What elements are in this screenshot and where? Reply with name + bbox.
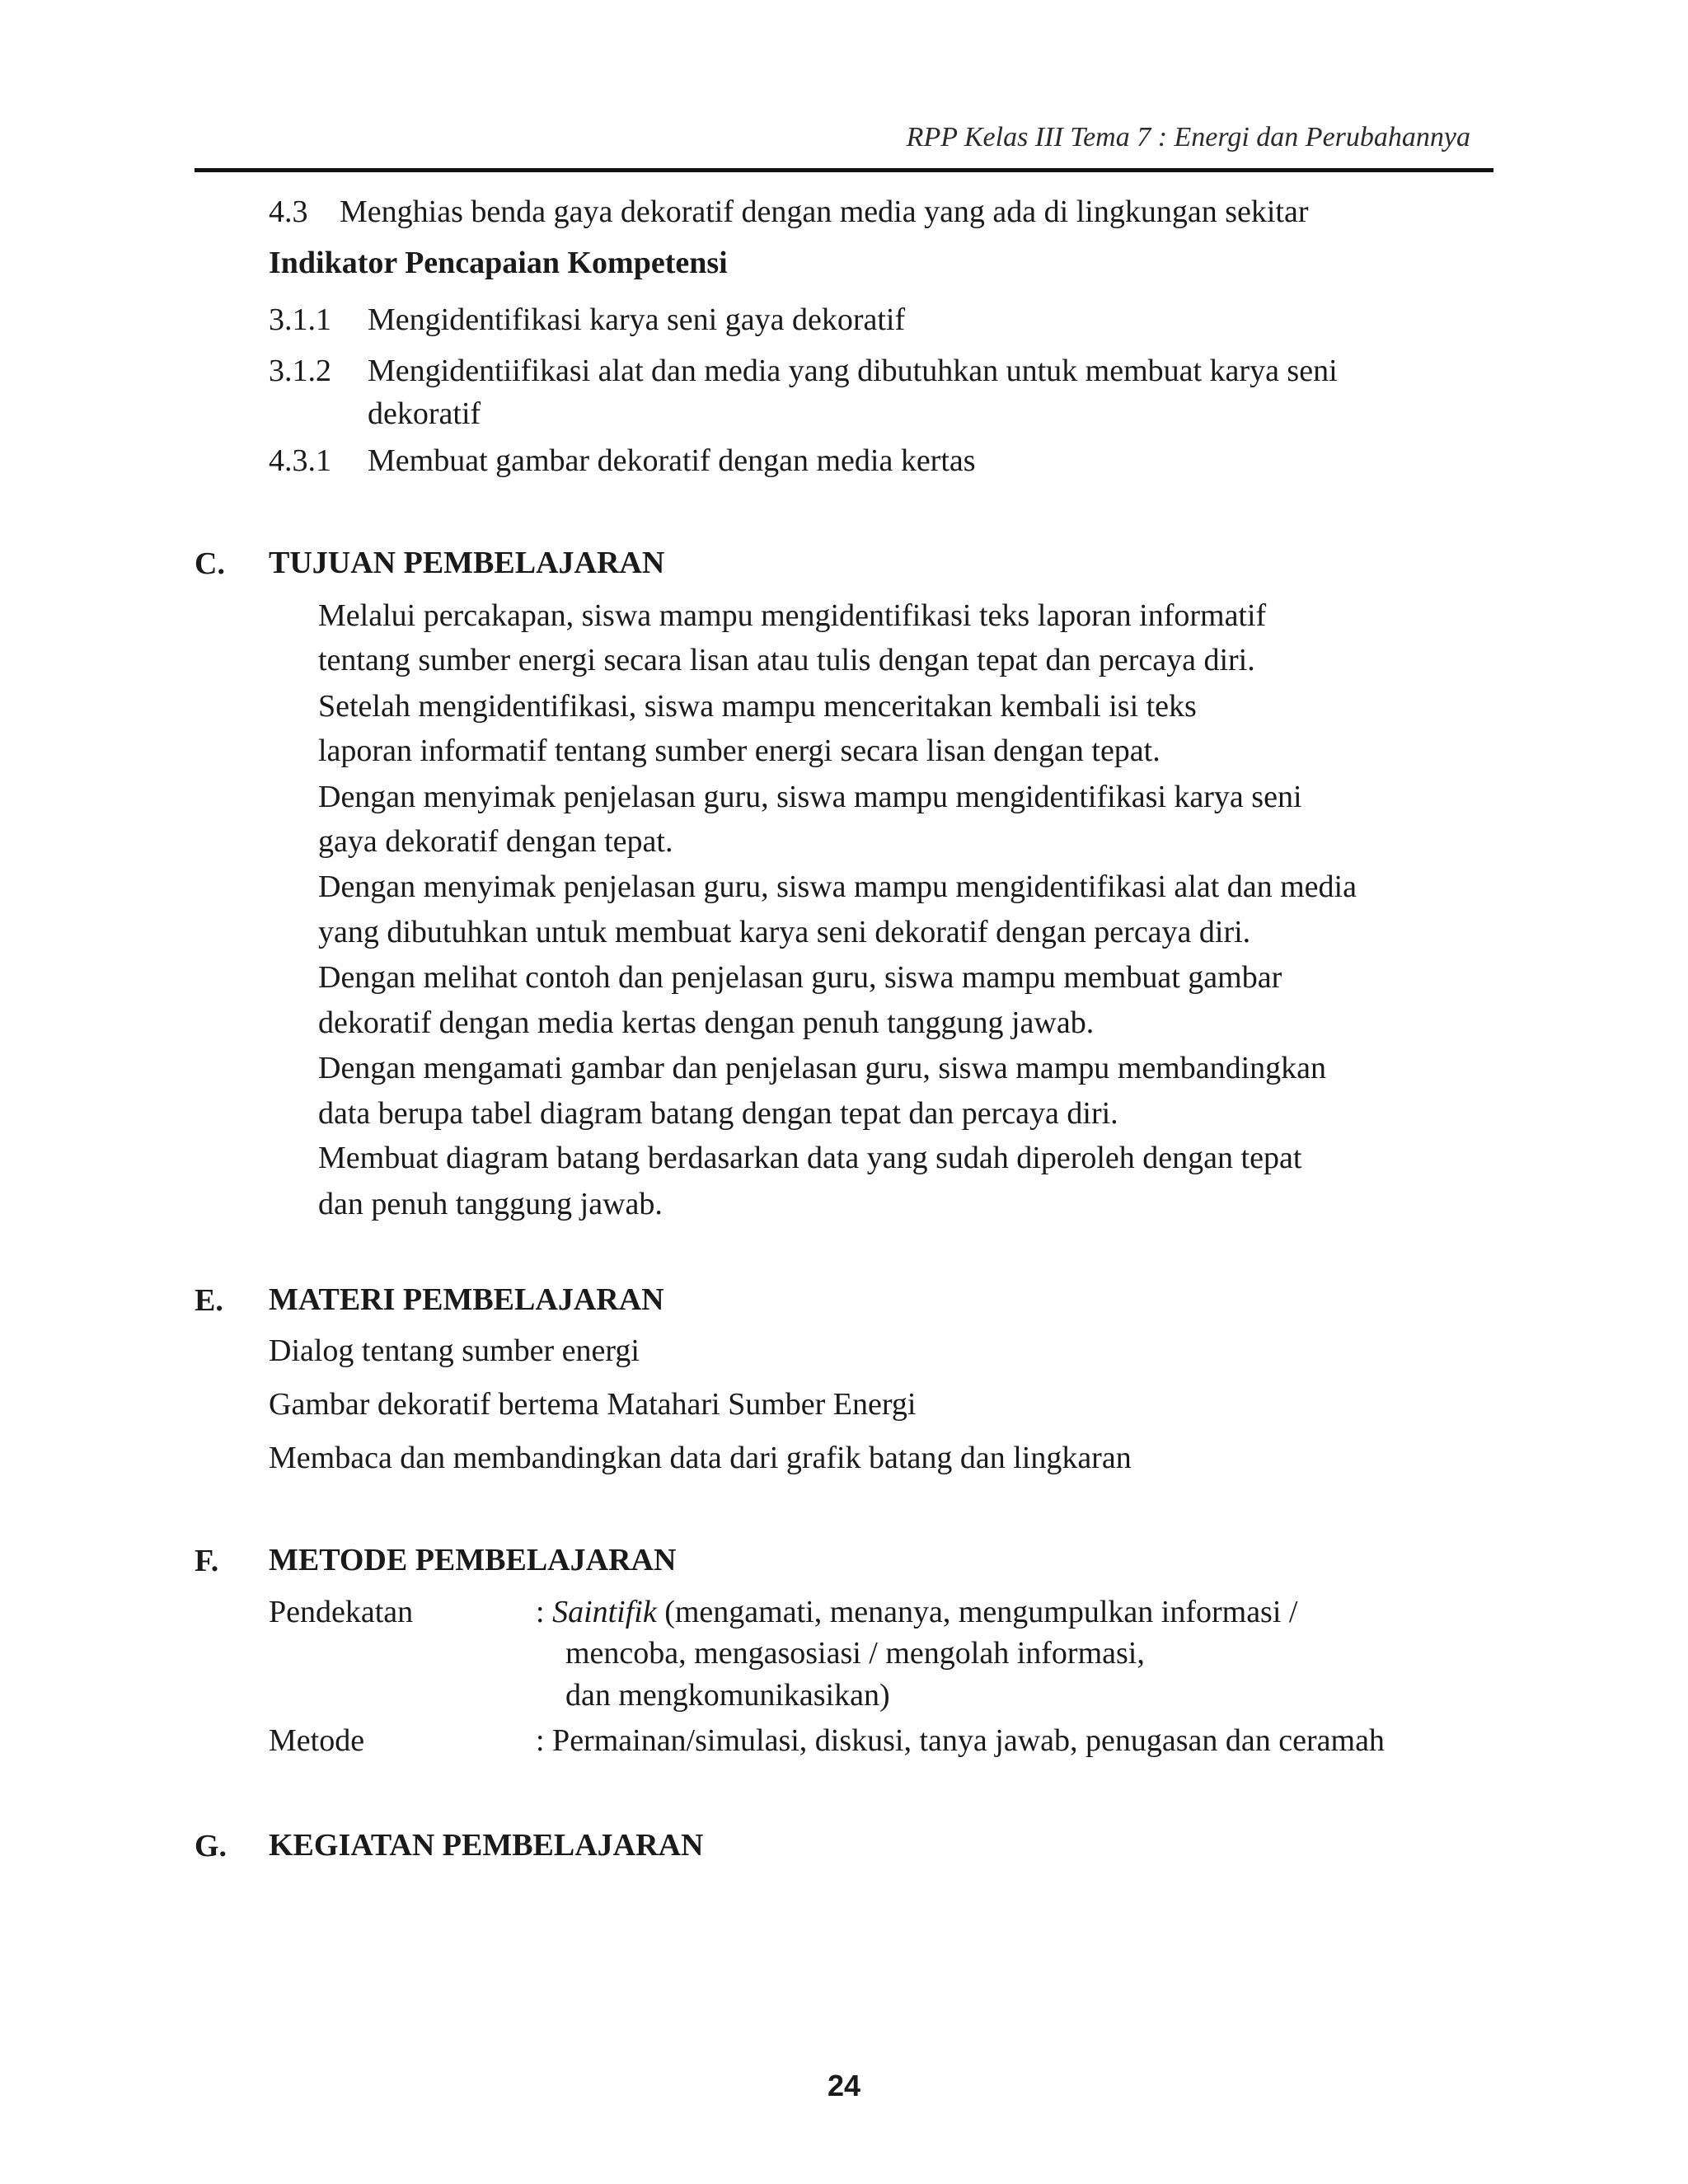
tujuan-line: Membuat diagram batang berdasarkan data yang sudah diperoleh dengan tepat — [318, 1141, 1302, 1175]
tujuan-line: dekoratif dengan media kertas dengan penuh tanggung jawab. — [318, 1005, 1095, 1040]
section-heading-materi: MATERI PEMBELAJARAN — [269, 1282, 664, 1317]
pendekatan-rest: (mengamati, menanya, mengumpulkan informasi / — [656, 1595, 1298, 1629]
metode-value: : Permainan/simulasi, diskusi, tanya jawab, penugasan dan ceramah — [536, 1723, 1385, 1758]
materi-item: Gambar dekoratif bertema Matahari Sumber Energi — [269, 1387, 917, 1422]
indikator-text-continued: dekoratif — [368, 396, 481, 431]
pendekatan-label: Pendekatan — [269, 1595, 414, 1629]
tujuan-line: Dengan melihat contoh dan penjelasan guru, siswa mampu membuat gambar — [318, 960, 1282, 995]
indikator-text: Mengidentifikasi karya seni gaya dekoratif — [368, 302, 906, 337]
tujuan-line: gaya dekoratif dengan tepat. — [318, 824, 673, 859]
metode-label: Metode — [269, 1723, 365, 1758]
page-number: 24 — [827, 2069, 861, 2102]
tujuan-line: laporan informatif tentang sumber energi secara lisan dengan tepat. — [318, 733, 1160, 768]
section-heading-metode: METODE PEMBELAJARAN — [269, 1543, 677, 1577]
indikator-number: 3.1.2 — [269, 354, 331, 388]
pendekatan-italic: Saintifik — [552, 1595, 657, 1629]
tujuan-line: yang dibutuhkan untuk membuat karya seni dekoratif dengan percaya diri. — [318, 915, 1251, 949]
tujuan-line: Melalui percakapan, siswa mampu mengidentifikasi teks laporan informatif — [318, 598, 1267, 633]
materi-item: Membaca dan membandingkan data dari grafik batang dan lingkaran — [269, 1441, 1132, 1475]
indikator-number: 4.3.1 — [269, 443, 331, 478]
section-letter: E. — [195, 1283, 223, 1318]
tujuan-line: tentang sumber energi secara lisan atau tulis dengan tepat dan percaya diri. — [318, 643, 1255, 677]
tujuan-line: dan penuh tanggung jawab. — [318, 1187, 663, 1221]
pendekatan-line3: dan mengkomunikasikan) — [565, 1678, 890, 1713]
section-letter: G. — [195, 1829, 227, 1863]
section-heading-tujuan: TUJUAN PEMBELAJARAN — [269, 546, 665, 580]
tujuan-line: data berupa tabel diagram batang dengan tepat dan percaya diri. — [318, 1096, 1118, 1131]
section-letter: C. — [195, 546, 225, 581]
pendekatan-line2: mencoba, mengasosiasi / mengolah informasi, — [565, 1636, 1145, 1671]
page-header-title: RPP Kelas III Tema 7 : Energi dan Perubahannya — [906, 122, 1470, 152]
materi-item: Dialog tentang sumber energi — [269, 1333, 640, 1368]
indikator-heading: Indikator Pencapaian Kompetensi — [269, 246, 728, 280]
section-heading-kegiatan: KEGIATAN PEMBELAJARAN — [269, 1828, 704, 1863]
kd-number: 4.3 — [269, 194, 308, 229]
indikator-text: Mengidentiifikasi alat dan media yang dibutuhkan untuk membuat karya seni — [368, 354, 1338, 388]
tujuan-line: Dengan menyimak penjelasan guru, siswa mampu mengidentifikasi karya seni — [318, 780, 1302, 814]
tujuan-line: Dengan mengamati gambar dan penjelasan guru, siswa mampu membandingkan — [318, 1051, 1327, 1085]
indikator-number: 3.1.1 — [269, 302, 331, 337]
indikator-text: Membuat gambar dekoratif dengan media kertas — [368, 443, 976, 478]
kd-text: Menghias benda gaya dekoratif dengan media yang ada di lingkungan sekitar — [340, 194, 1309, 229]
section-letter: F. — [195, 1544, 219, 1578]
tujuan-line: Setelah mengidentifikasi, siswa mampu menceritakan kembali isi teks — [318, 689, 1197, 724]
header-rule — [195, 168, 1493, 172]
tujuan-line: Dengan menyimak penjelasan guru, siswa mampu mengidentifikasi alat dan media — [318, 869, 1357, 904]
pendekatan-colon: : — [536, 1595, 553, 1629]
pendekatan-value — [536, 1595, 1297, 1631]
